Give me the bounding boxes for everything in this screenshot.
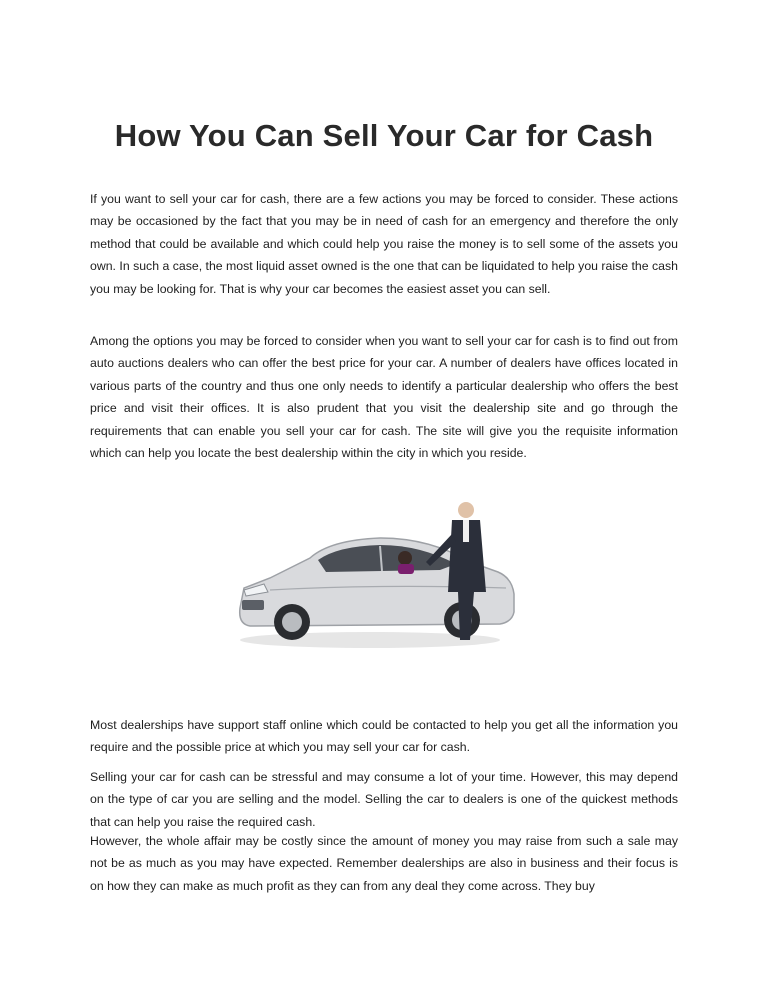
paragraph-costly: However, the whole affair may be costly since the amount of money you may raise from such a sale may not be as much as you may have expected. Remember dealerships are also in business and their focus is on how they can make as much profit as they can from any deal they come across. They buy [90,834,678,893]
paragraph-stressful: Selling your car for cash can be stressful and may consume a lot of your time. However, this may depend on the type of car you are selling and the model. Selling the car to dealers is one of the quickest methods that can help you raise the required cash. [90,770,678,829]
paragraph-intro: If you want to sell your car for cash, there are a few actions you may be forced to consider. These actions may be occasioned by the fact that you may be in need of cash for an emergency and therefore the only method that could be available and which could help you raise the money is to sell some of the assets you own. In such a case, the most liquid asset owned is the one that can be liquidated to help you raise the cash you may be looking for. That is why your car becomes the easiest asset you can sell. [90,192,678,296]
paragraph-support-staff: Most dealerships have support staff online which could be contacted to help you get all the information you require and the possible price at which you may sell your car for cash. [90,718,678,755]
car-sale-photo [230,500,560,650]
paragraph-auctions: Among the options you may be forced to consider when you want to sell your car for cash is to find out from auto auctions dealers who can offer the best price for your car. A number of dealers have offices located in various parts of the country and thus one only needs to identify a particular dealership who offers the best price and visit their offices. It is also prudent that you visit the dealership site and go through the requirements that can enable you sell your car for cash. The site will give you the requisite information which can help you locate the best dealership within the city in which you reside. [90,334,678,461]
page-title: How You Can Sell Your Car for Cash [114,118,654,153]
car-sale-illustration [230,500,560,650]
